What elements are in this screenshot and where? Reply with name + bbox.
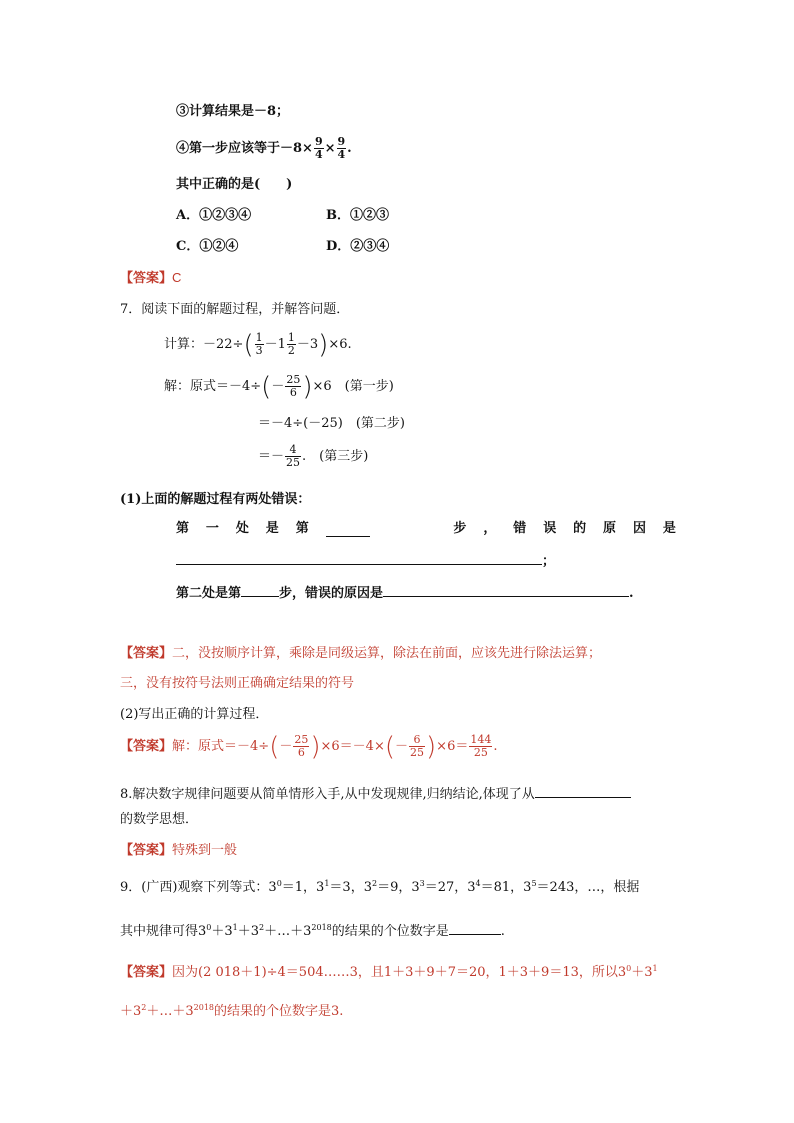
char: 原 xyxy=(603,521,617,536)
char: 第 xyxy=(295,521,309,536)
frac-num: 1 xyxy=(287,331,295,344)
fraction-4-25 xyxy=(285,444,301,469)
ans2-minus: － xyxy=(395,738,409,754)
answer-label: 【答案】 xyxy=(120,271,173,286)
text: ＝243，…，根据 xyxy=(536,880,640,895)
fraction-1-2 xyxy=(287,332,296,357)
q7-sub2-title: (2)写出正确的计算过程． xyxy=(120,707,269,722)
frac-num: 9 xyxy=(314,135,323,148)
right-paren: ) xyxy=(426,731,437,762)
exponent: 1 xyxy=(652,964,658,973)
frac-den: 6 xyxy=(297,746,305,759)
first-reason-blank[interactable] xyxy=(176,552,542,565)
text: 9．(广西)观察下列等式：3 xyxy=(120,880,277,895)
frac-den: 2 xyxy=(287,344,295,357)
q9-line1 xyxy=(120,880,639,896)
char: 误 xyxy=(543,521,557,536)
answer-label: 【答案】 xyxy=(120,738,173,754)
q8-answer xyxy=(120,843,237,859)
text: ＝27，3 xyxy=(424,880,476,895)
q6-option-c: C．①②④ xyxy=(176,239,239,254)
char: ， xyxy=(483,521,497,536)
q7-step2: ＝－4÷(－25) (第二步) xyxy=(258,416,405,431)
q6-answer xyxy=(120,270,181,287)
text: ＋…＋3 xyxy=(264,924,312,939)
fraction-9-4 xyxy=(314,136,324,161)
exponent: 1 xyxy=(324,879,330,888)
q7-calc xyxy=(164,329,352,360)
calc-prefix: 计算：－22÷ xyxy=(164,336,244,352)
text: ＝81，3 xyxy=(480,880,532,895)
exponent: 3 xyxy=(419,879,425,888)
q7-answer1-line1 xyxy=(120,646,601,662)
step1-suffix: ×6 (第一步) xyxy=(312,378,394,394)
text: ＋3 xyxy=(211,924,233,939)
fraction-1-3 xyxy=(255,332,264,357)
answer-text: ＋3 xyxy=(120,1004,142,1019)
text: ＝3，3 xyxy=(329,880,372,895)
q9-line2 xyxy=(120,922,505,940)
left-paren: ( xyxy=(261,371,272,402)
left-paren: ( xyxy=(384,731,395,762)
first-step-blank[interactable] xyxy=(326,524,370,537)
right-paren: ) xyxy=(318,329,329,360)
exponent: 0 xyxy=(626,964,632,973)
fraction-6-25 xyxy=(409,734,425,759)
second-a: 第二处是第 xyxy=(176,586,242,601)
fraction-9-4 xyxy=(337,136,347,161)
exponent: 0 xyxy=(206,923,212,932)
text: ＋3 xyxy=(237,924,260,939)
ans2-mid2: ×6＝ xyxy=(436,738,469,754)
char: 处 xyxy=(235,521,249,536)
second-b: 步，错误的原因是 xyxy=(279,586,384,601)
q6-item4-times: × xyxy=(324,141,336,156)
answer-label: 【答案】 xyxy=(120,646,173,661)
q7-answer2 xyxy=(120,731,498,762)
char: 步 xyxy=(453,521,467,536)
text: ＝1，3 xyxy=(281,880,325,895)
q9-answer-line2 xyxy=(120,1004,343,1020)
char: 一 xyxy=(205,521,219,536)
exponent: 2018 xyxy=(193,1003,215,1012)
frac-den: 3 xyxy=(255,344,263,357)
q8-line2: 的数学思想． xyxy=(120,812,199,827)
q7-sub1-title: (1)上面的解题过程有两处错误： xyxy=(120,492,311,507)
right-paren: ) xyxy=(302,371,313,402)
text: ＝9，3 xyxy=(377,880,420,895)
q8-text: 8.解决数字规律问题要从简单情形入手,从中发现规律,归纳结论,体现了从 xyxy=(120,787,535,802)
q8-line1 xyxy=(120,785,631,803)
char: 是 xyxy=(662,521,676,536)
step3-prefix: ＝－ xyxy=(258,448,285,464)
frac-den: 25 xyxy=(473,746,488,759)
exponent: 2 xyxy=(371,879,378,888)
q6-item4-end: . xyxy=(347,141,352,156)
step3-suffix: . (第三步) xyxy=(302,448,369,464)
q9-blank[interactable] xyxy=(449,922,501,935)
q8-blank[interactable] xyxy=(535,785,631,798)
exponent: 2 xyxy=(141,1003,147,1012)
char: 的 xyxy=(573,521,587,536)
second-reason-blank[interactable] xyxy=(383,584,629,597)
q7-first-error-line xyxy=(176,521,676,537)
char: 是 xyxy=(265,521,279,536)
fraction-25-6 xyxy=(285,374,301,399)
q6-option-b: B．①②③ xyxy=(326,208,389,223)
answer-text: 二，没按顺序计算，乘除是同级运算，除法在前面，应该先进行除法运算； xyxy=(172,646,602,661)
q6-item3: ③计算结果是－8； xyxy=(176,104,290,119)
step1-minus: － xyxy=(271,378,285,394)
fraction-144-25 xyxy=(469,734,492,759)
semicolon: ； xyxy=(542,554,556,569)
ans2-prefix: 解：原式＝－4÷ xyxy=(172,738,270,754)
answer-text: ＋3 xyxy=(631,965,653,980)
answer-text: ＋…＋3 xyxy=(146,1004,194,1019)
q7-step1 xyxy=(164,371,394,402)
text: 其中规律可得3 xyxy=(120,924,207,939)
period: . xyxy=(500,924,505,939)
left-paren: ( xyxy=(269,731,280,762)
calc-suffix: ×6. xyxy=(328,336,352,352)
q7-second-error-line xyxy=(176,584,634,602)
frac-num: 144 xyxy=(470,733,492,746)
frac-num: 4 xyxy=(285,444,301,457)
ans2-mid: ×6＝－4× xyxy=(320,738,385,754)
exponent: 4 xyxy=(475,879,481,888)
frac-num: 25 xyxy=(286,373,301,386)
frac-num: 6 xyxy=(409,734,425,747)
text: 的结果的个位数字是 xyxy=(331,924,449,939)
exponent: 5 xyxy=(531,879,537,888)
q7-intro: 7．阅读下面的解题过程，并解答问题． xyxy=(120,302,350,317)
answer-value: C xyxy=(172,270,182,285)
right-paren: ) xyxy=(310,731,321,762)
q6-option-a: A．①②③④ xyxy=(176,208,252,223)
left-paren: ( xyxy=(243,329,254,360)
period: . xyxy=(629,586,634,601)
frac-den: 25 xyxy=(410,746,425,759)
q6-question: 其中正确的是( ) xyxy=(176,177,293,192)
answer-label: 【答案】 xyxy=(120,843,173,858)
q7-answer1-line2: 三，没有按符号法则正确确定结果的符号 xyxy=(120,676,355,691)
second-step-blank[interactable] xyxy=(241,584,279,597)
q9-answer-line1 xyxy=(120,965,658,981)
char: 错 xyxy=(513,521,527,536)
calc-minus1: －1 xyxy=(264,336,286,352)
answer-text: 的结果的个位数字是3. xyxy=(214,1004,344,1019)
exponent: 0 xyxy=(276,879,282,888)
frac-den: 4 xyxy=(337,148,346,161)
fraction-25-6 xyxy=(293,734,309,759)
step1-prefix: 解：原式＝－4÷ xyxy=(164,378,262,394)
frac-num: 9 xyxy=(337,135,346,148)
ans2-end: . xyxy=(493,738,498,754)
q7-step3 xyxy=(258,444,368,469)
answer-label: 【答案】 xyxy=(120,965,173,980)
exponent: 2018 xyxy=(311,923,332,932)
frac-num: 1 xyxy=(255,331,263,344)
frac-den: 4 xyxy=(314,148,323,161)
exponent: 2 xyxy=(259,923,265,932)
answer-text: 特殊到一般 xyxy=(172,843,238,858)
q7-first-reason-line xyxy=(176,552,555,570)
q6-item4-prefix: ④第一步应该等于－8× xyxy=(176,141,313,156)
ans2-minus: － xyxy=(279,738,293,754)
frac-num: 25 xyxy=(294,733,309,746)
q6-option-d: D．②③④ xyxy=(326,239,390,254)
exponent: 1 xyxy=(232,923,238,932)
char: 因 xyxy=(632,521,646,536)
frac-den: 25 xyxy=(286,456,301,469)
calc-minus3: －3 xyxy=(296,336,319,352)
q6-item4 xyxy=(176,136,352,161)
frac-den: 6 xyxy=(289,386,297,399)
answer-text: 因为(2 018＋1)÷4＝504……3，且1＋3＋9＋7＝20，1＋3＋9＝13，所以3 xyxy=(172,965,627,980)
char: 第 xyxy=(176,521,190,536)
